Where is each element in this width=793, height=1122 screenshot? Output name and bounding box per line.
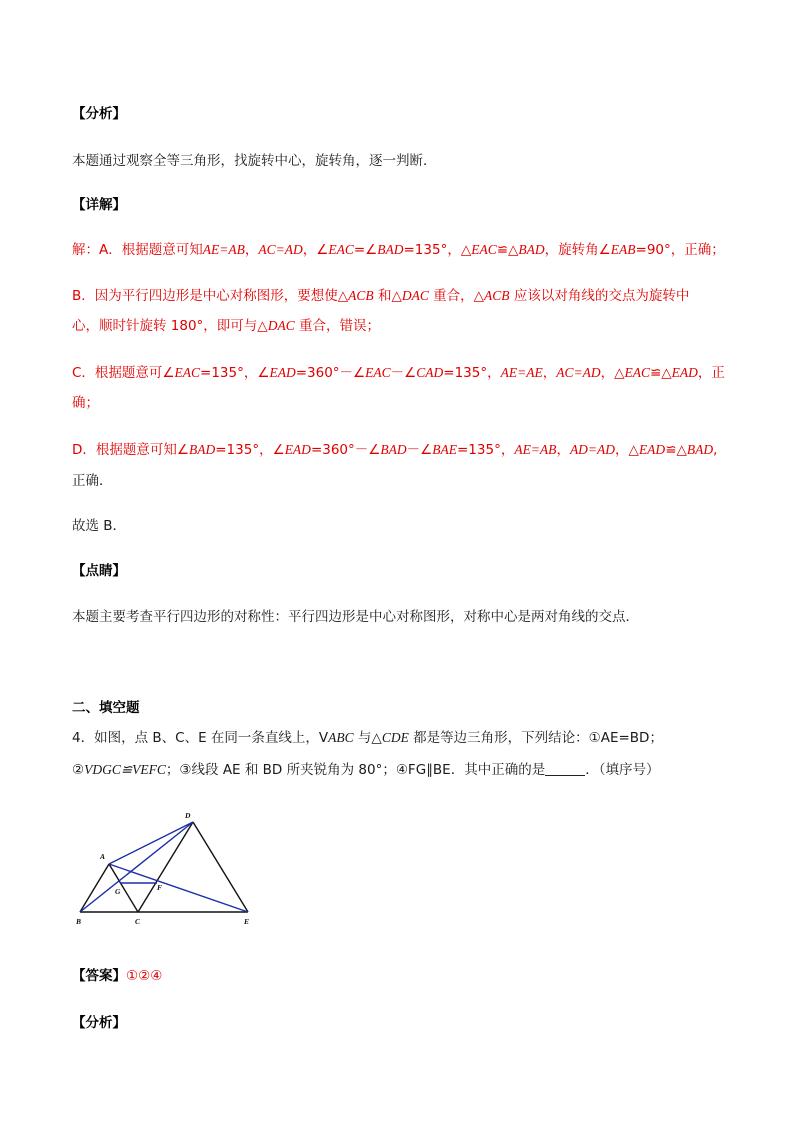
label-a: A [100, 852, 106, 861]
point-heading: 【点睛】 [72, 563, 126, 579]
label-f: F [157, 883, 163, 892]
label-c: C [135, 917, 141, 926]
line-de [193, 822, 248, 912]
geometry-figure [72, 812, 262, 932]
line-ab [80, 864, 109, 912]
analysis-text: 本题通过观察全等三角形，找旋转中心，旋转角，逐一判断． [72, 153, 437, 169]
label-d: D [185, 812, 191, 820]
solution-line-d2: 正确． [72, 473, 113, 489]
solution-line-a: 解：A．根据题意可知AE=AB，AC=AD，∠EAC=∠BAD=135°，△EAC≌△BAD，旋转角∠EAB=90°，正确； [72, 242, 725, 258]
question-line-1: 4．如图，点 B、C、E 在同一条直线上，VABC 与△CDE 都是等边三角形，下列结论：①AE=BD； [72, 730, 663, 746]
point-text: 本题主要考查平行四边形的对称性：平行四边形是中心对称图形，对称中心是两对角线的交点． [72, 609, 639, 625]
answer-blank [545, 763, 585, 776]
black-edges [80, 822, 248, 912]
solution-line-c1: C．根据题意可∠EAC=135°，∠EAD=360°－∠EAC－∠CAD=135°，AE=AE，AC=AD，△EAC≌△EAD，正 [72, 365, 725, 381]
blue-edges [80, 822, 248, 912]
label-e: E [244, 917, 250, 926]
answer-heading: 【答案】 [72, 968, 126, 984]
line-bd [80, 822, 193, 912]
choice-text: 故选 B． [72, 518, 127, 534]
analysis-heading-2: 【分析】 [72, 1015, 126, 1031]
line-ac [109, 864, 138, 912]
answer-line [72, 964, 732, 984]
solution-line-d1: D．根据题意可知∠BAD=135°，∠EAD=360°－∠BAD－∠BAE=135°，AE=AB，AD=AD，△EAD≌△BAD, [72, 442, 718, 458]
solution-line-b1: B．因为平行四边形是中心对称图形，要想使△ACB 和△DAC 重合，△ACB 应该以对角线的交点为旋转中 [72, 288, 690, 304]
label-b: B [76, 917, 82, 926]
detail-heading: 【详解】 [72, 197, 126, 213]
answer-value: ①②④ [126, 968, 163, 984]
question-line-2: ②VDGC≌VEFC；③线段 AE 和 BD 所夹锐角为 80°；④FG∥BE．其中正确的是 ．（填序号） [72, 762, 660, 778]
solution-line-b2: 心，顺时针旋转 180°，即可与△DAC 重合，错误； [72, 318, 380, 334]
line-ae [109, 864, 248, 912]
section-title: 二、填空题 [72, 700, 140, 716]
solution-line-c2: 确； [72, 395, 99, 411]
label-g: G [115, 887, 121, 896]
analysis-heading: 【分析】 [72, 106, 126, 122]
figure-svg [72, 812, 262, 932]
